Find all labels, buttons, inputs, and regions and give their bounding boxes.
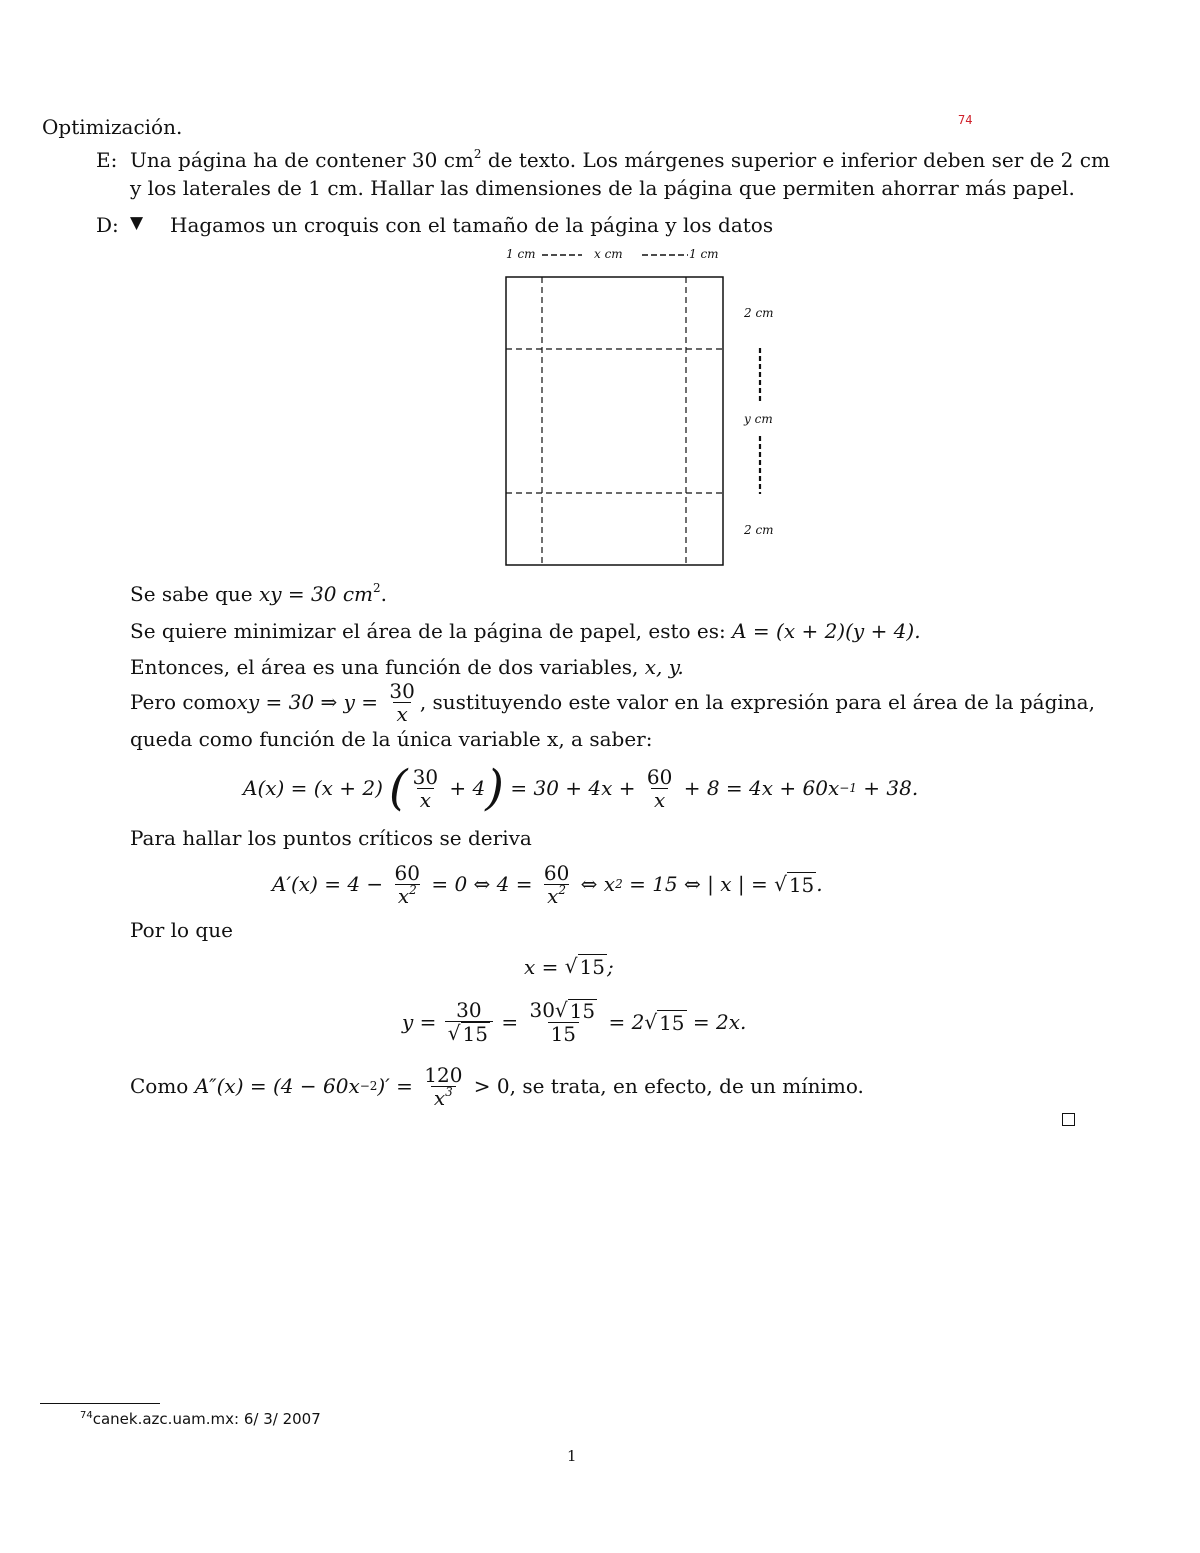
eq-deriv-end: . [816, 872, 823, 896]
statement-label: E: [96, 148, 118, 172]
eq-area-frac-1 [410, 766, 441, 811]
statement-line-2: y los laterales de 1 cm. Hallar las dimensiones de la página que permiten ahorrar más papel. [130, 176, 1075, 200]
statement-text-a: Una página ha de contener 30 cm [130, 148, 474, 172]
frac-num: 30 [456, 998, 482, 1022]
line-vars-text: Entonces, el área es una función de dos variables, [130, 655, 645, 679]
eq-y-frac-1 [445, 999, 493, 1045]
page-outline [506, 277, 723, 565]
den-sqrt [448, 1022, 490, 1045]
label-right-bottom: 2 cm [744, 523, 774, 537]
line-pero [130, 676, 1095, 728]
line-por: Por lo que [130, 918, 233, 942]
eq-deriv-sqrt [774, 872, 816, 897]
label-top-left: 1 cm [506, 247, 536, 261]
qed-square-icon [1062, 1113, 1075, 1126]
line-known-end: . [380, 582, 387, 606]
footnote [80, 1410, 321, 1428]
frac-den: x [393, 702, 410, 725]
line-minimize [130, 619, 921, 643]
line-pero-tail: , sustituyendo este valor en la expresión para el área de la página, [419, 690, 1095, 714]
eq-deriv-lhs: A′(x) = 4 − [272, 872, 390, 896]
line-como-fraction [421, 1064, 465, 1109]
eq-y-end: = 2x. [686, 1010, 747, 1034]
radical-sign: √ [644, 1009, 658, 1034]
frac-den: x [417, 788, 434, 811]
frac-den-var: x [397, 883, 410, 908]
frac-den [395, 884, 420, 907]
footnote-text: canek.azc.uam.mx: 6/ 3/ 2007 [92, 1410, 321, 1428]
num-sqrt [555, 999, 597, 1022]
radical-sign: √ [774, 871, 787, 896]
frac-num: 120 [424, 1062, 463, 1087]
equation-area: A(x) = (x + 2) ( $\frac{30}{x}$ + 4 ) = 30 + 4x + $\frac{60}{x}$ + 8 = 4x + 60x −1 + 38. [243, 760, 919, 816]
line-para: Para hallar los puntos críticos se deriva [130, 826, 532, 850]
line-minimize-text: Se quiere minimizar el área de la página de papel, esto es: [130, 619, 733, 643]
frac-den [445, 1021, 493, 1045]
line-vars-math: x, y. [644, 655, 684, 679]
eq-area-tail: + 8 = 4x + 60x [677, 776, 840, 800]
statement-line-1 [130, 148, 1110, 172]
eq-area-mid: = 30 + 4x + [504, 776, 642, 800]
paren-close: ) [485, 760, 505, 816]
line-known-text: Se sabe que [130, 582, 259, 606]
radicand: 15 [462, 1022, 488, 1046]
equation-derivative: A′(x) = 4 − $\frac{60}{x^2}$ = 0 ⇔ 4 = $\frac{60}{x^2}$ ⇔ x 2 = 15 ⇔ | x | = √ 15 . [272, 860, 823, 908]
label-top-mid: x cm [594, 247, 623, 261]
frac-num [526, 999, 600, 1022]
radicand: 15 [569, 999, 596, 1023]
line-pero-fraction [386, 680, 417, 725]
radical-sign: √ [564, 954, 578, 978]
frac-den: x [651, 788, 668, 811]
line-known [130, 582, 387, 606]
eq-x-sqrt [565, 954, 607, 979]
frac-den [544, 884, 569, 907]
eq-y-sqrt [644, 1010, 686, 1035]
eq-y-eq-2: = 2 [602, 1010, 645, 1034]
solution-intro: Hagamos un croquis con el tamaño de la página y los datos [170, 213, 774, 237]
frac-den-sup: 2 [409, 882, 417, 897]
frac-den-var: x [547, 883, 559, 908]
page-diagram [490, 240, 800, 575]
solution-marker: ▼ [130, 213, 144, 233]
eq-deriv-frac-1 [392, 862, 423, 907]
statement-text-b: de texto. Los márgenes superior e inferior deben ser de 2 cm [481, 148, 1110, 172]
label-right-mid: y cm [744, 412, 773, 426]
line-queda: queda como función de la única variable x, a saber: [130, 727, 653, 751]
line-como-math: A″(x) = (4 − 60x [194, 1074, 360, 1098]
label-right-top: 2 cm [744, 306, 774, 320]
line-pero-math: xy = 30 ⇒ y = [236, 690, 385, 714]
eq-area-end: + 38. [856, 776, 919, 800]
eq-deriv-frac-2 [541, 862, 572, 907]
solution-label: D: [96, 213, 119, 237]
frac-num: 30 [412, 764, 439, 789]
frac-den-var: x [433, 1085, 446, 1110]
radicand: 15 [788, 872, 815, 897]
statement-sup: 2 [473, 147, 482, 161]
eq-y-lhs: y = [402, 1010, 443, 1034]
frac-den [431, 1086, 456, 1109]
line-como: Como A″(x) = (4 − 60x −2 )′ = $\frac{120}{x^3}$ > 0, se trata, en efecto, de un mínimo. [130, 1062, 864, 1110]
radical-sign: √ [447, 1021, 461, 1045]
radical-sign: √ [554, 998, 568, 1022]
eq-x-end: ; [606, 954, 614, 979]
eq-area-inner-tail: + 4 [443, 776, 486, 800]
frac-num: 30 [389, 678, 415, 703]
radicand: 15 [579, 955, 605, 979]
footnote-rule [40, 1403, 160, 1404]
line-como-math-2: )′ = [377, 1074, 420, 1098]
frac-den-sup: 2 [558, 882, 567, 897]
line-minimize-math: A = (x + 2)(y + 4). [732, 619, 921, 643]
eq-deriv-tail-2: = 15 ⇔ | x | = [622, 872, 775, 896]
frac-num: 60 [394, 860, 420, 885]
eq-x-lhs: x = [524, 954, 565, 979]
paren-open: ( [388, 760, 408, 816]
eq-deriv-tail: ⇔ x [574, 872, 616, 896]
line-como-text: Como [130, 1074, 195, 1098]
reference-number: 74 [958, 113, 973, 127]
equation-y [402, 994, 746, 1050]
frac-den-sup: 3 [445, 1084, 453, 1099]
equation-x [524, 954, 614, 979]
frac-num: 60 [646, 764, 673, 789]
eq-deriv-mid: = 0 ⇔ 4 = [425, 872, 539, 896]
eq-area-frac-2 [644, 766, 675, 811]
line-known-sup: 2 [373, 581, 381, 595]
line-pero-text: Pero como [130, 690, 237, 714]
section-title: Optimización. [42, 115, 183, 139]
eq-y-frac-2 [526, 999, 600, 1045]
frac-den: 15 [548, 1022, 579, 1045]
label-top-right: 1 cm [689, 247, 719, 261]
frac-num: 60 [543, 860, 570, 885]
footnote-mark: 74 [80, 1410, 93, 1421]
radicand: 15 [659, 1010, 685, 1035]
page-number: 1 [567, 1447, 577, 1465]
line-known-math: xy = 30 cm [258, 582, 373, 606]
num-coef: 30 [529, 998, 555, 1022]
eq-area-lhs: A(x) = (x + 2) [243, 776, 383, 800]
eq-y-eq-1: = [494, 1010, 525, 1034]
line-como-tail: > 0, se trata, en efecto, de un mínimo. [467, 1074, 864, 1098]
